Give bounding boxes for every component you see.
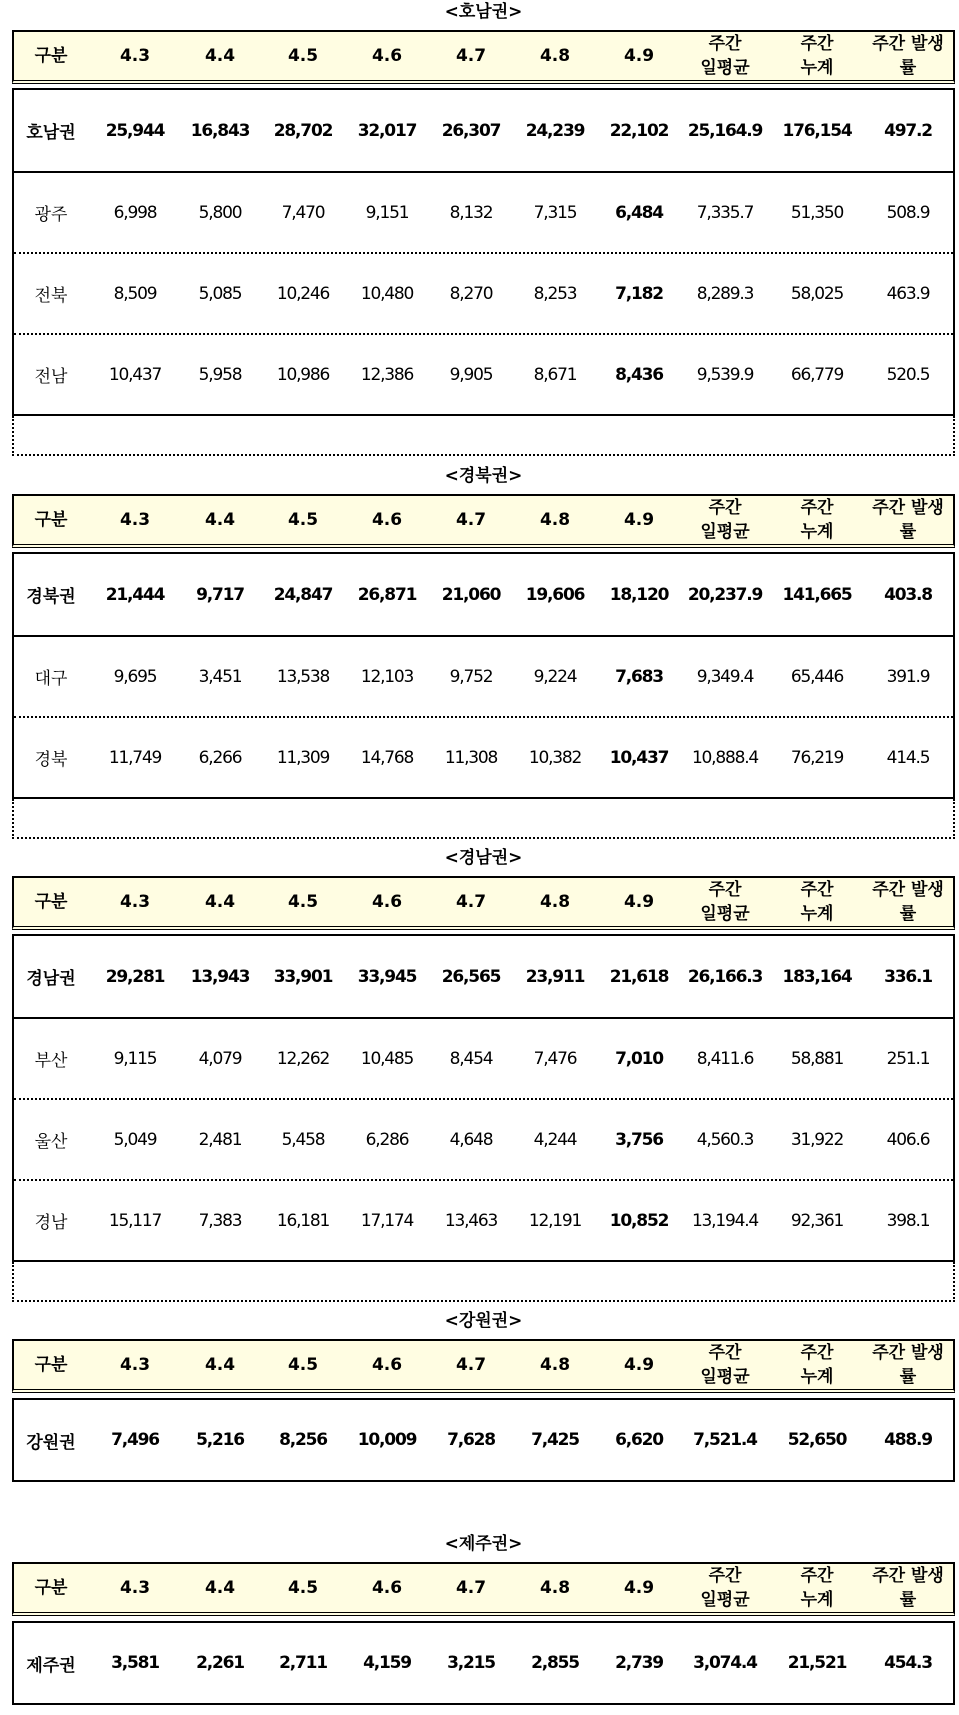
table-cell: 406.6 [886, 1129, 930, 1150]
table-cell: 497.2 [884, 120, 932, 141]
table-cell: 8,436 [615, 364, 663, 385]
table-cell: 10,246 [276, 283, 330, 304]
column-header-text: 4.8 [539, 1355, 571, 1375]
column-header-text: 4.4 [204, 510, 236, 530]
column-header-text: 4.4 [204, 1355, 236, 1375]
table-cell: 21,060 [441, 584, 501, 605]
table-cell: 13,194.4 [691, 1210, 759, 1231]
table-cell: 9,752 [449, 666, 493, 687]
column-header [685, 1564, 765, 1612]
column-header [777, 496, 857, 544]
table-cell: 9,539.9 [696, 364, 754, 385]
table-cell: 9,717 [196, 584, 244, 605]
table-header [12, 30, 955, 84]
section-title: <호남권> [444, 2, 523, 22]
table-cell: 10,480 [360, 283, 414, 304]
table-cell: 9,905 [449, 364, 493, 385]
table-row-total [14, 1400, 953, 1480]
table-cell: 11,749 [108, 747, 162, 768]
table-cell: 7,315 [533, 202, 577, 223]
column-header [515, 878, 595, 926]
column-header [347, 32, 427, 80]
table-cell: 454.3 [884, 1653, 932, 1673]
table-cell: 24,847 [273, 584, 333, 605]
table-cell: 7,521.4 [693, 1430, 757, 1450]
column-header [599, 32, 679, 80]
table-cell: 16,181 [276, 1210, 330, 1231]
column-header [868, 32, 948, 80]
table-cell: 3,756 [615, 1129, 663, 1150]
column-header [11, 878, 91, 926]
table-cell: 26,307 [441, 120, 501, 141]
column-header [777, 1564, 857, 1612]
section-spacer [12, 799, 955, 839]
table-cell: 31,922 [790, 1129, 844, 1150]
table-body [12, 88, 955, 416]
column-header-text: 4.9 [623, 892, 655, 912]
table-cell: 141,665 [782, 584, 852, 605]
column-header-text: 구분 [34, 1355, 68, 1375]
row-label: 경남 [34, 1213, 68, 1233]
table-cell: 26,166.3 [687, 966, 763, 987]
table-cell: 6,620 [615, 1430, 663, 1450]
table-row [14, 333, 953, 414]
column-header [11, 32, 91, 80]
table-cell: 183,164 [782, 966, 852, 987]
column-header [180, 1341, 260, 1389]
table-cell: 8,256 [279, 1430, 327, 1450]
table-cell: 5,049 [113, 1129, 157, 1150]
column-header [180, 496, 260, 544]
column-header-text: 주간 발생 률 [872, 1566, 944, 1610]
table-cell: 7,476 [533, 1048, 577, 1069]
table-cell: 26,565 [441, 966, 501, 987]
column-header-text: 주간 일평균 [700, 1343, 750, 1387]
section-title: <제주권> [444, 1534, 523, 1554]
column-header-text: 4.4 [204, 1578, 236, 1598]
column-header [347, 1564, 427, 1612]
table-cell: 2,481 [198, 1129, 242, 1150]
column-header-text: 주간 발생 률 [872, 880, 944, 924]
column-header-text: 4.6 [371, 1355, 403, 1375]
column-header-text: 주간 발생 률 [872, 498, 944, 542]
column-header [180, 878, 260, 926]
column-header-text: 4.7 [455, 510, 487, 530]
column-header-text: 4.8 [539, 510, 571, 530]
table-cell: 7,182 [615, 283, 663, 304]
column-header [515, 32, 595, 80]
table-body [12, 1621, 955, 1705]
row-label: 울산 [34, 1132, 68, 1152]
table-cell: 12,386 [360, 364, 414, 385]
table-body [12, 934, 955, 1262]
table-row-total [14, 90, 953, 171]
section-title: <경남권> [444, 848, 523, 868]
column-header [431, 1341, 511, 1389]
row-label: 부산 [34, 1051, 68, 1071]
column-header [11, 1564, 91, 1612]
table-cell: 10,382 [528, 747, 582, 768]
table-cell: 7,496 [111, 1430, 159, 1450]
column-header-text: 주간 발생 률 [872, 1343, 944, 1387]
column-header-text: 주간 일평균 [700, 1566, 750, 1610]
table-cell: 9,224 [533, 666, 577, 687]
table-row-total [14, 554, 953, 635]
table-cell: 508.9 [886, 202, 930, 223]
table-cell: 4,648 [449, 1129, 493, 1150]
section-title: <강원권> [444, 1311, 523, 1331]
table-cell: 8,270 [449, 283, 493, 304]
table-cell: 8,253 [533, 283, 577, 304]
column-header [263, 32, 343, 80]
column-header [777, 878, 857, 926]
table-cell: 9,115 [113, 1048, 157, 1069]
column-header-text: 주간 누계 [800, 498, 834, 542]
column-header [180, 32, 260, 80]
table-row-total [14, 1623, 953, 1703]
table-row [14, 1017, 953, 1098]
table-cell: 5,800 [198, 202, 242, 223]
table-cell: 2,711 [279, 1653, 327, 1673]
table-cell: 6,266 [198, 747, 242, 768]
table-cell: 4,079 [198, 1048, 242, 1069]
table-cell: 336.1 [884, 966, 932, 987]
table-cell: 7,335.7 [696, 202, 754, 223]
table-cell: 33,901 [273, 966, 333, 987]
table-cell: 24,239 [525, 120, 585, 141]
column-header [263, 878, 343, 926]
table-cell: 92,361 [790, 1210, 844, 1231]
column-header-text: 4.3 [119, 510, 151, 530]
table-cell: 4,244 [533, 1129, 577, 1150]
column-header-text: 4.7 [455, 1578, 487, 1598]
column-header [868, 496, 948, 544]
column-header [431, 32, 511, 80]
table-header [12, 876, 955, 930]
column-header-text: 구분 [34, 1578, 68, 1598]
table-cell: 5,216 [196, 1430, 244, 1450]
column-header-text: 4.6 [371, 1578, 403, 1598]
row-label: 강원권 [26, 1432, 76, 1453]
column-header-text: 4.5 [287, 510, 319, 530]
column-header-text: 주간 일평균 [700, 498, 750, 542]
row-label: 전북 [34, 286, 68, 306]
table-cell: 398.1 [886, 1210, 930, 1231]
table-cell: 7,628 [447, 1430, 495, 1450]
column-header-text: 구분 [34, 510, 68, 530]
table-cell: 488.9 [884, 1430, 932, 1450]
table-cell: 26,871 [357, 584, 417, 605]
table-cell: 10,852 [609, 1210, 669, 1231]
column-header-text: 4.3 [119, 1578, 151, 1598]
column-header [777, 1341, 857, 1389]
table-cell: 10,888.4 [691, 747, 759, 768]
table-row [14, 1098, 953, 1179]
table-cell: 23,911 [525, 966, 585, 987]
table-cell: 8,411.6 [696, 1048, 754, 1069]
table-cell: 25,164.9 [687, 120, 763, 141]
table-cell: 22,102 [609, 120, 669, 141]
table-cell: 10,437 [609, 747, 669, 768]
table-cell: 8,289.3 [696, 283, 754, 304]
column-header-text: 4.7 [455, 46, 487, 66]
table-header [12, 494, 955, 548]
column-header-text: 4.3 [119, 892, 151, 912]
column-header [95, 32, 175, 80]
table-cell: 7,425 [531, 1430, 579, 1450]
table-cell: 10,437 [108, 364, 162, 385]
table-cell: 9,151 [365, 202, 409, 223]
table-cell: 66,779 [790, 364, 844, 385]
column-header-text: 주간 일평균 [700, 880, 750, 924]
column-header [868, 878, 948, 926]
table-cell: 15,117 [108, 1210, 162, 1231]
table-cell: 7,470 [281, 202, 325, 223]
column-header [515, 496, 595, 544]
column-header-text: 구분 [34, 46, 68, 66]
table-cell: 5,085 [198, 283, 242, 304]
column-header-text: 4.4 [204, 46, 236, 66]
column-header-text: 4.5 [287, 892, 319, 912]
column-header-text: 4.8 [539, 1578, 571, 1598]
table-cell: 14,768 [360, 747, 414, 768]
table-cell: 29,281 [105, 966, 165, 987]
table-cell: 52,650 [787, 1430, 847, 1450]
table-cell: 65,446 [790, 666, 844, 687]
table-cell: 18,120 [609, 584, 669, 605]
column-header [11, 1341, 91, 1389]
column-header-text: 주간 일평균 [700, 34, 750, 78]
table-cell: 7,383 [198, 1210, 242, 1231]
column-header [95, 496, 175, 544]
column-header-text: 4.7 [455, 1355, 487, 1375]
table-cell: 5,458 [281, 1129, 325, 1150]
column-header [95, 1564, 175, 1612]
table-cell: 28,702 [273, 120, 333, 141]
table-cell: 12,262 [276, 1048, 330, 1069]
column-header [868, 1564, 948, 1612]
column-header [515, 1564, 595, 1612]
table-cell: 11,308 [444, 747, 498, 768]
table-row [14, 716, 953, 797]
table-cell: 414.5 [886, 747, 930, 768]
column-header-text: 4.6 [371, 46, 403, 66]
column-header [685, 1341, 765, 1389]
column-header [599, 1341, 679, 1389]
column-header-text: 4.5 [287, 46, 319, 66]
column-header [347, 1341, 427, 1389]
table-cell: 58,881 [790, 1048, 844, 1069]
table-cell: 21,444 [105, 584, 165, 605]
table-cell: 9,695 [113, 666, 157, 687]
column-header [868, 1341, 948, 1389]
table-cell: 51,350 [790, 202, 844, 223]
column-header-text: 4.8 [539, 892, 571, 912]
table-cell: 25,944 [105, 120, 165, 141]
table-cell: 463.9 [886, 283, 930, 304]
table-cell: 2,855 [531, 1653, 579, 1673]
table-cell: 3,074.4 [693, 1653, 757, 1673]
table-cell: 10,986 [276, 364, 330, 385]
table-header [12, 1562, 955, 1616]
column-header [263, 1341, 343, 1389]
column-header-text: 4.6 [371, 892, 403, 912]
column-header [431, 878, 511, 926]
table-row [14, 1179, 953, 1260]
table-body [12, 1398, 955, 1482]
row-label: 경북 [34, 750, 68, 770]
table-cell: 17,174 [360, 1210, 414, 1231]
table-cell: 10,009 [357, 1430, 417, 1450]
table-cell: 76,219 [790, 747, 844, 768]
table-cell: 32,017 [357, 120, 417, 141]
table-cell: 21,521 [787, 1653, 847, 1673]
table-cell: 8,454 [449, 1048, 493, 1069]
table-cell: 12,191 [528, 1210, 582, 1231]
table-cell: 391.9 [886, 666, 930, 687]
column-header [599, 1564, 679, 1612]
column-header [180, 1564, 260, 1612]
section-spacer [12, 416, 955, 456]
table-header [12, 1339, 955, 1393]
table-cell: 20,237.9 [687, 584, 763, 605]
table-cell: 13,538 [276, 666, 330, 687]
column-header-text: 4.8 [539, 46, 571, 66]
column-header [347, 496, 427, 544]
column-header [685, 496, 765, 544]
table-cell: 4,560.3 [696, 1129, 754, 1150]
table-cell: 2,261 [196, 1653, 244, 1673]
table-cell: 3,451 [198, 666, 242, 687]
column-header-text: 주간 누계 [800, 1566, 834, 1610]
table-cell: 6,998 [113, 202, 157, 223]
row-label: 광주 [34, 205, 68, 225]
table-cell: 7,683 [615, 666, 663, 687]
table-cell: 3,215 [447, 1653, 495, 1673]
column-header-text: 주간 누계 [800, 34, 834, 78]
column-header-text: 4.3 [119, 46, 151, 66]
column-header-text: 4.9 [623, 1578, 655, 1598]
table-cell: 58,025 [790, 283, 844, 304]
column-header [11, 496, 91, 544]
column-header [515, 1341, 595, 1389]
table-cell: 16,843 [190, 120, 250, 141]
table-cell: 13,943 [190, 966, 250, 987]
column-header [431, 1564, 511, 1612]
table-cell: 3,581 [111, 1653, 159, 1673]
table-cell: 33,945 [357, 966, 417, 987]
table-cell: 13,463 [444, 1210, 498, 1231]
column-header [599, 496, 679, 544]
column-header-text: 주간 누계 [800, 880, 834, 924]
table-cell: 8,132 [449, 202, 493, 223]
table-cell: 12,103 [360, 666, 414, 687]
table-row-total [14, 936, 953, 1017]
table-cell: 8,671 [533, 364, 577, 385]
table-cell: 520.5 [886, 364, 930, 385]
column-header [347, 878, 427, 926]
table-cell: 21,618 [609, 966, 669, 987]
table-cell: 403.8 [884, 584, 932, 605]
column-header-text: 4.9 [623, 1355, 655, 1375]
column-header [95, 1341, 175, 1389]
table-row [14, 635, 953, 716]
column-header [777, 32, 857, 80]
column-header-text: 구분 [34, 892, 68, 912]
column-header [263, 1564, 343, 1612]
column-header-text: 4.5 [287, 1355, 319, 1375]
table-row [14, 171, 953, 252]
column-header-text: 4.7 [455, 892, 487, 912]
table-cell: 251.1 [886, 1048, 930, 1069]
column-header-text: 4.6 [371, 510, 403, 530]
column-header [431, 496, 511, 544]
table-cell: 7,010 [615, 1048, 663, 1069]
table-cell: 11,309 [276, 747, 330, 768]
section-title: <경북권> [444, 466, 523, 486]
table-cell: 8,509 [113, 283, 157, 304]
row-label: 제주권 [26, 1655, 76, 1676]
column-header-text: 4.5 [287, 1578, 319, 1598]
column-header-text: 4.3 [119, 1355, 151, 1375]
column-header-text: 4.4 [204, 892, 236, 912]
column-header [95, 878, 175, 926]
column-header [685, 878, 765, 926]
table-cell: 6,286 [365, 1129, 409, 1150]
column-header [599, 878, 679, 926]
table-body [12, 552, 955, 799]
row-label: 호남권 [26, 123, 76, 143]
column-header [685, 32, 765, 80]
table-cell: 6,484 [615, 202, 663, 223]
table-cell: 19,606 [525, 584, 585, 605]
table-cell: 176,154 [782, 120, 852, 141]
row-label: 경북권 [26, 587, 76, 607]
row-label: 대구 [34, 669, 68, 689]
row-label: 전남 [34, 367, 68, 387]
table-row [14, 252, 953, 333]
table-cell: 2,739 [615, 1653, 663, 1673]
table-cell: 5,958 [198, 364, 242, 385]
section-spacer [12, 1262, 955, 1302]
column-header [263, 496, 343, 544]
column-header-text: 4.9 [623, 46, 655, 66]
table-cell: 4,159 [363, 1653, 411, 1673]
column-header-text: 주간 누계 [800, 1343, 834, 1387]
row-label: 경남권 [26, 969, 76, 989]
table-cell: 9,349.4 [696, 666, 754, 687]
column-header-text: 주간 발생 률 [872, 34, 944, 78]
table-cell: 10,485 [360, 1048, 414, 1069]
column-header-text: 4.9 [623, 510, 655, 530]
